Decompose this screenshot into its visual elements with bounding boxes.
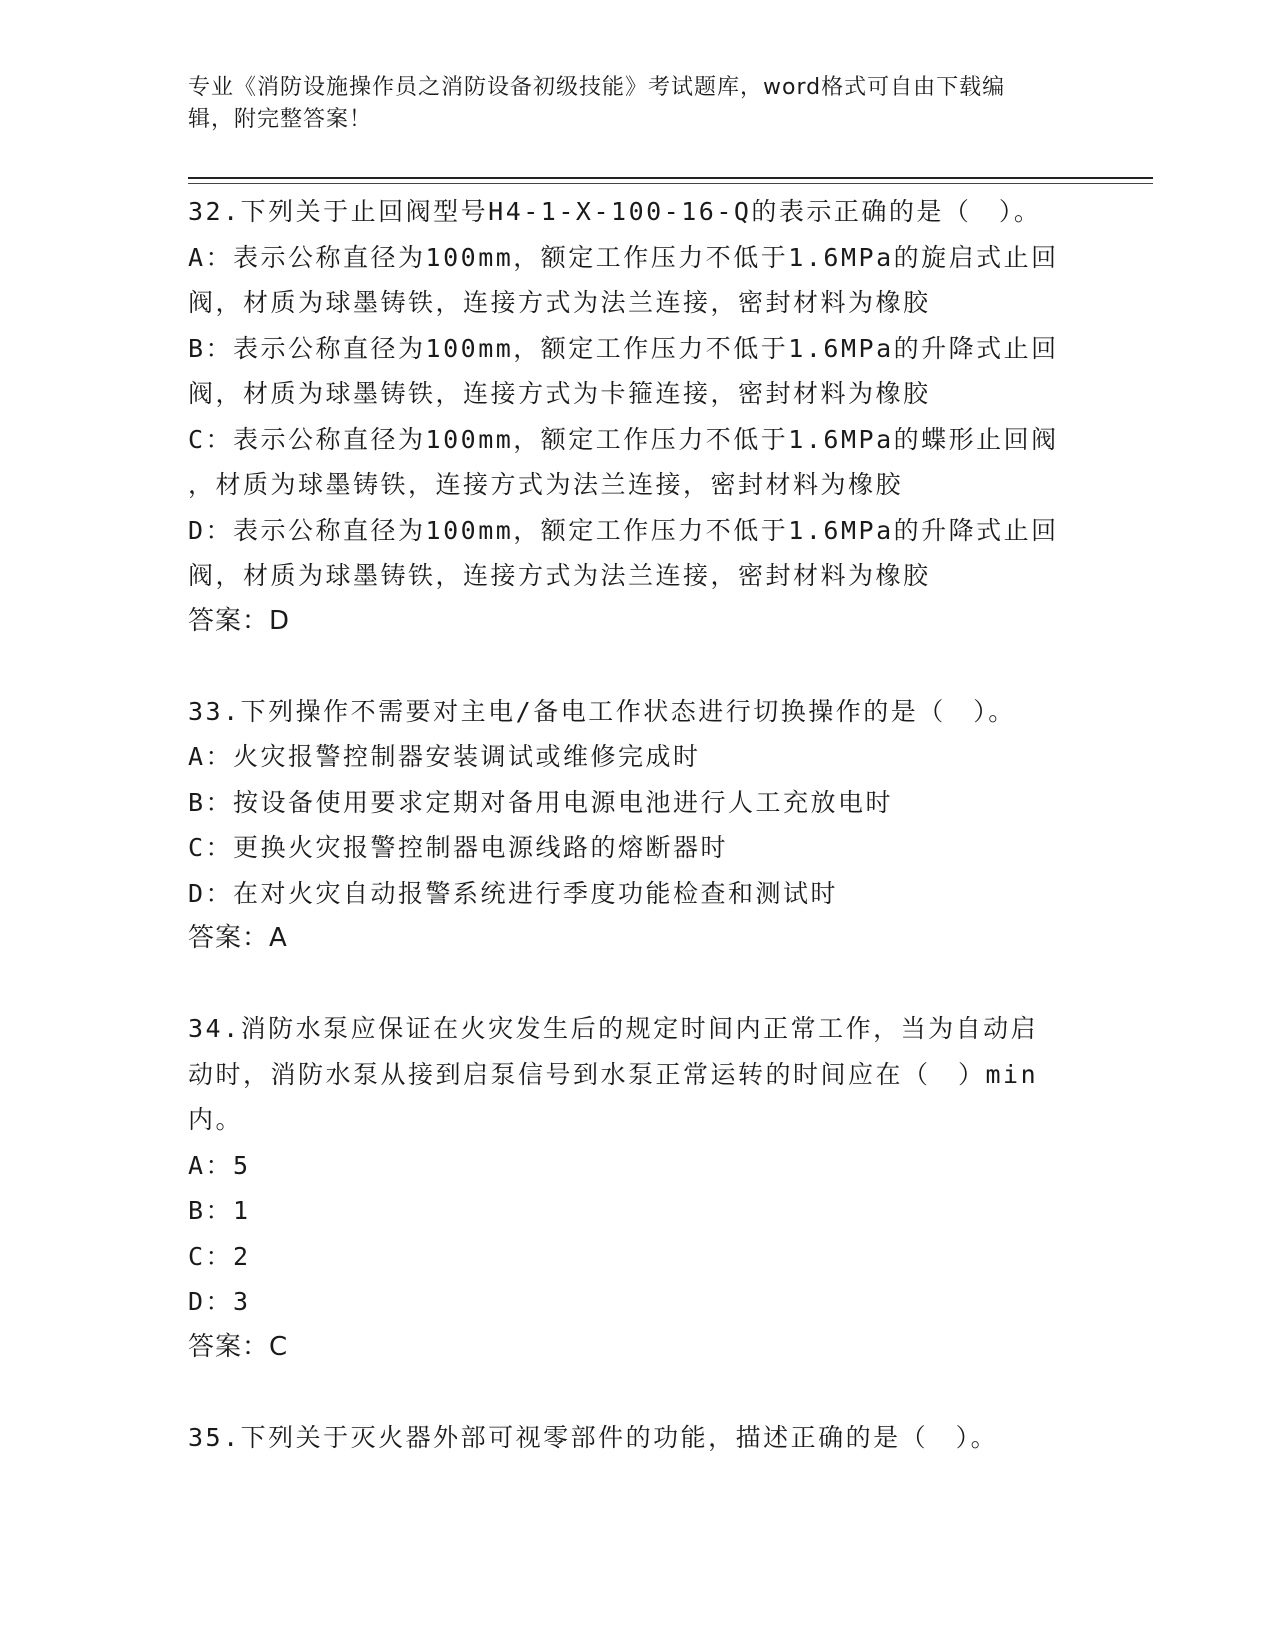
header-line-1: 专业《消防设施操作员之消防设备初级技能》考试题库，word格式可自由下载编 (188, 75, 1006, 100)
option-a-line: A：表示公称直径为100mm，额定工作压力不低于1.6MPa的旋启式止回 (188, 242, 1059, 272)
option-d-line: 阀，材质为球墨铸铁，连接方式为法兰连接，密封材料为橡胶 (188, 561, 931, 590)
option-d-line: D：表示公称直径为100mm，额定工作压力不低于1.6MPa的升降式止回 (188, 515, 1059, 545)
answer-label: 答案：C (188, 1331, 289, 1362)
option-a-line: A：火灾报警控制器安装调试或维修完成时 (188, 742, 701, 771)
question-stem-line: 动时，消防水泵从接到启泵信号到水泵正常运转的时间应在（ ）min (188, 1059, 1039, 1089)
option-b-line: 阀，材质为球墨铸铁，连接方式为卡箍连接，密封材料为橡胶 (188, 379, 931, 408)
question-block (188, 1006, 1088, 1370)
header-line-2: 辑，附完整答案！ (188, 107, 373, 132)
question-stem-line: 内。 (188, 1105, 244, 1134)
question-spacer (188, 644, 1088, 689)
option-c-line: C：表示公称直径为100mm，额定工作压力不低于1.6MPa的蝶形止回阀 (188, 424, 1059, 454)
question-stem-line: 34.消防水泵应保证在火灾发生后的规定时间内正常工作，当为自动启 (188, 1014, 1039, 1043)
option-a-line: 阀，材质为球墨铸铁，连接方式为法兰连接，密封材料为橡胶 (188, 288, 931, 317)
question-stem-line: 35.下列关于灭火器外部可视零部件的功能，描述正确的是（ ）。 (188, 1422, 999, 1452)
question-stem-line: 33.下列操作不需要对主电/备电工作状态进行切换操作的是（ ）。 (188, 696, 1016, 726)
document-header (188, 72, 1088, 136)
question-spacer (188, 1370, 1088, 1415)
question-list (188, 189, 1088, 1460)
option-d-line: D：在对火灾自动报警系统进行季度功能检查和测试时 (188, 878, 839, 908)
question-stem-line: 32.下列关于止回阀型号H4-1-X-100-16-Q的表示正确的是（ ）。 (188, 197, 1042, 226)
option-d-line: D：3 (188, 1287, 251, 1316)
option-b-line: B：1 (188, 1196, 251, 1225)
question-block (188, 189, 1088, 644)
option-c-line: C：更换火灾报警控制器电源线路的熔断器时 (188, 833, 729, 862)
question-block (188, 1415, 1088, 1461)
option-c-line: C：2 (188, 1241, 251, 1271)
option-c-line: ，材质为球墨铸铁，连接方式为法兰连接，密封材料为橡胶 (188, 470, 904, 499)
header-divider-thick (188, 177, 1153, 179)
question-spacer (188, 961, 1088, 1006)
option-a-line: A：5 (188, 1150, 251, 1180)
option-b-line: B：表示公称直径为100mm，额定工作压力不低于1.6MPa的升降式止回 (188, 333, 1059, 363)
answer-label: 答案：A (188, 923, 288, 953)
header-divider-thin (188, 183, 1153, 184)
option-b-line: B：按设备使用要求定期对备用电源电池进行人工充放电时 (188, 787, 894, 817)
answer-label: 答案：D (188, 605, 291, 636)
question-block (188, 689, 1088, 962)
